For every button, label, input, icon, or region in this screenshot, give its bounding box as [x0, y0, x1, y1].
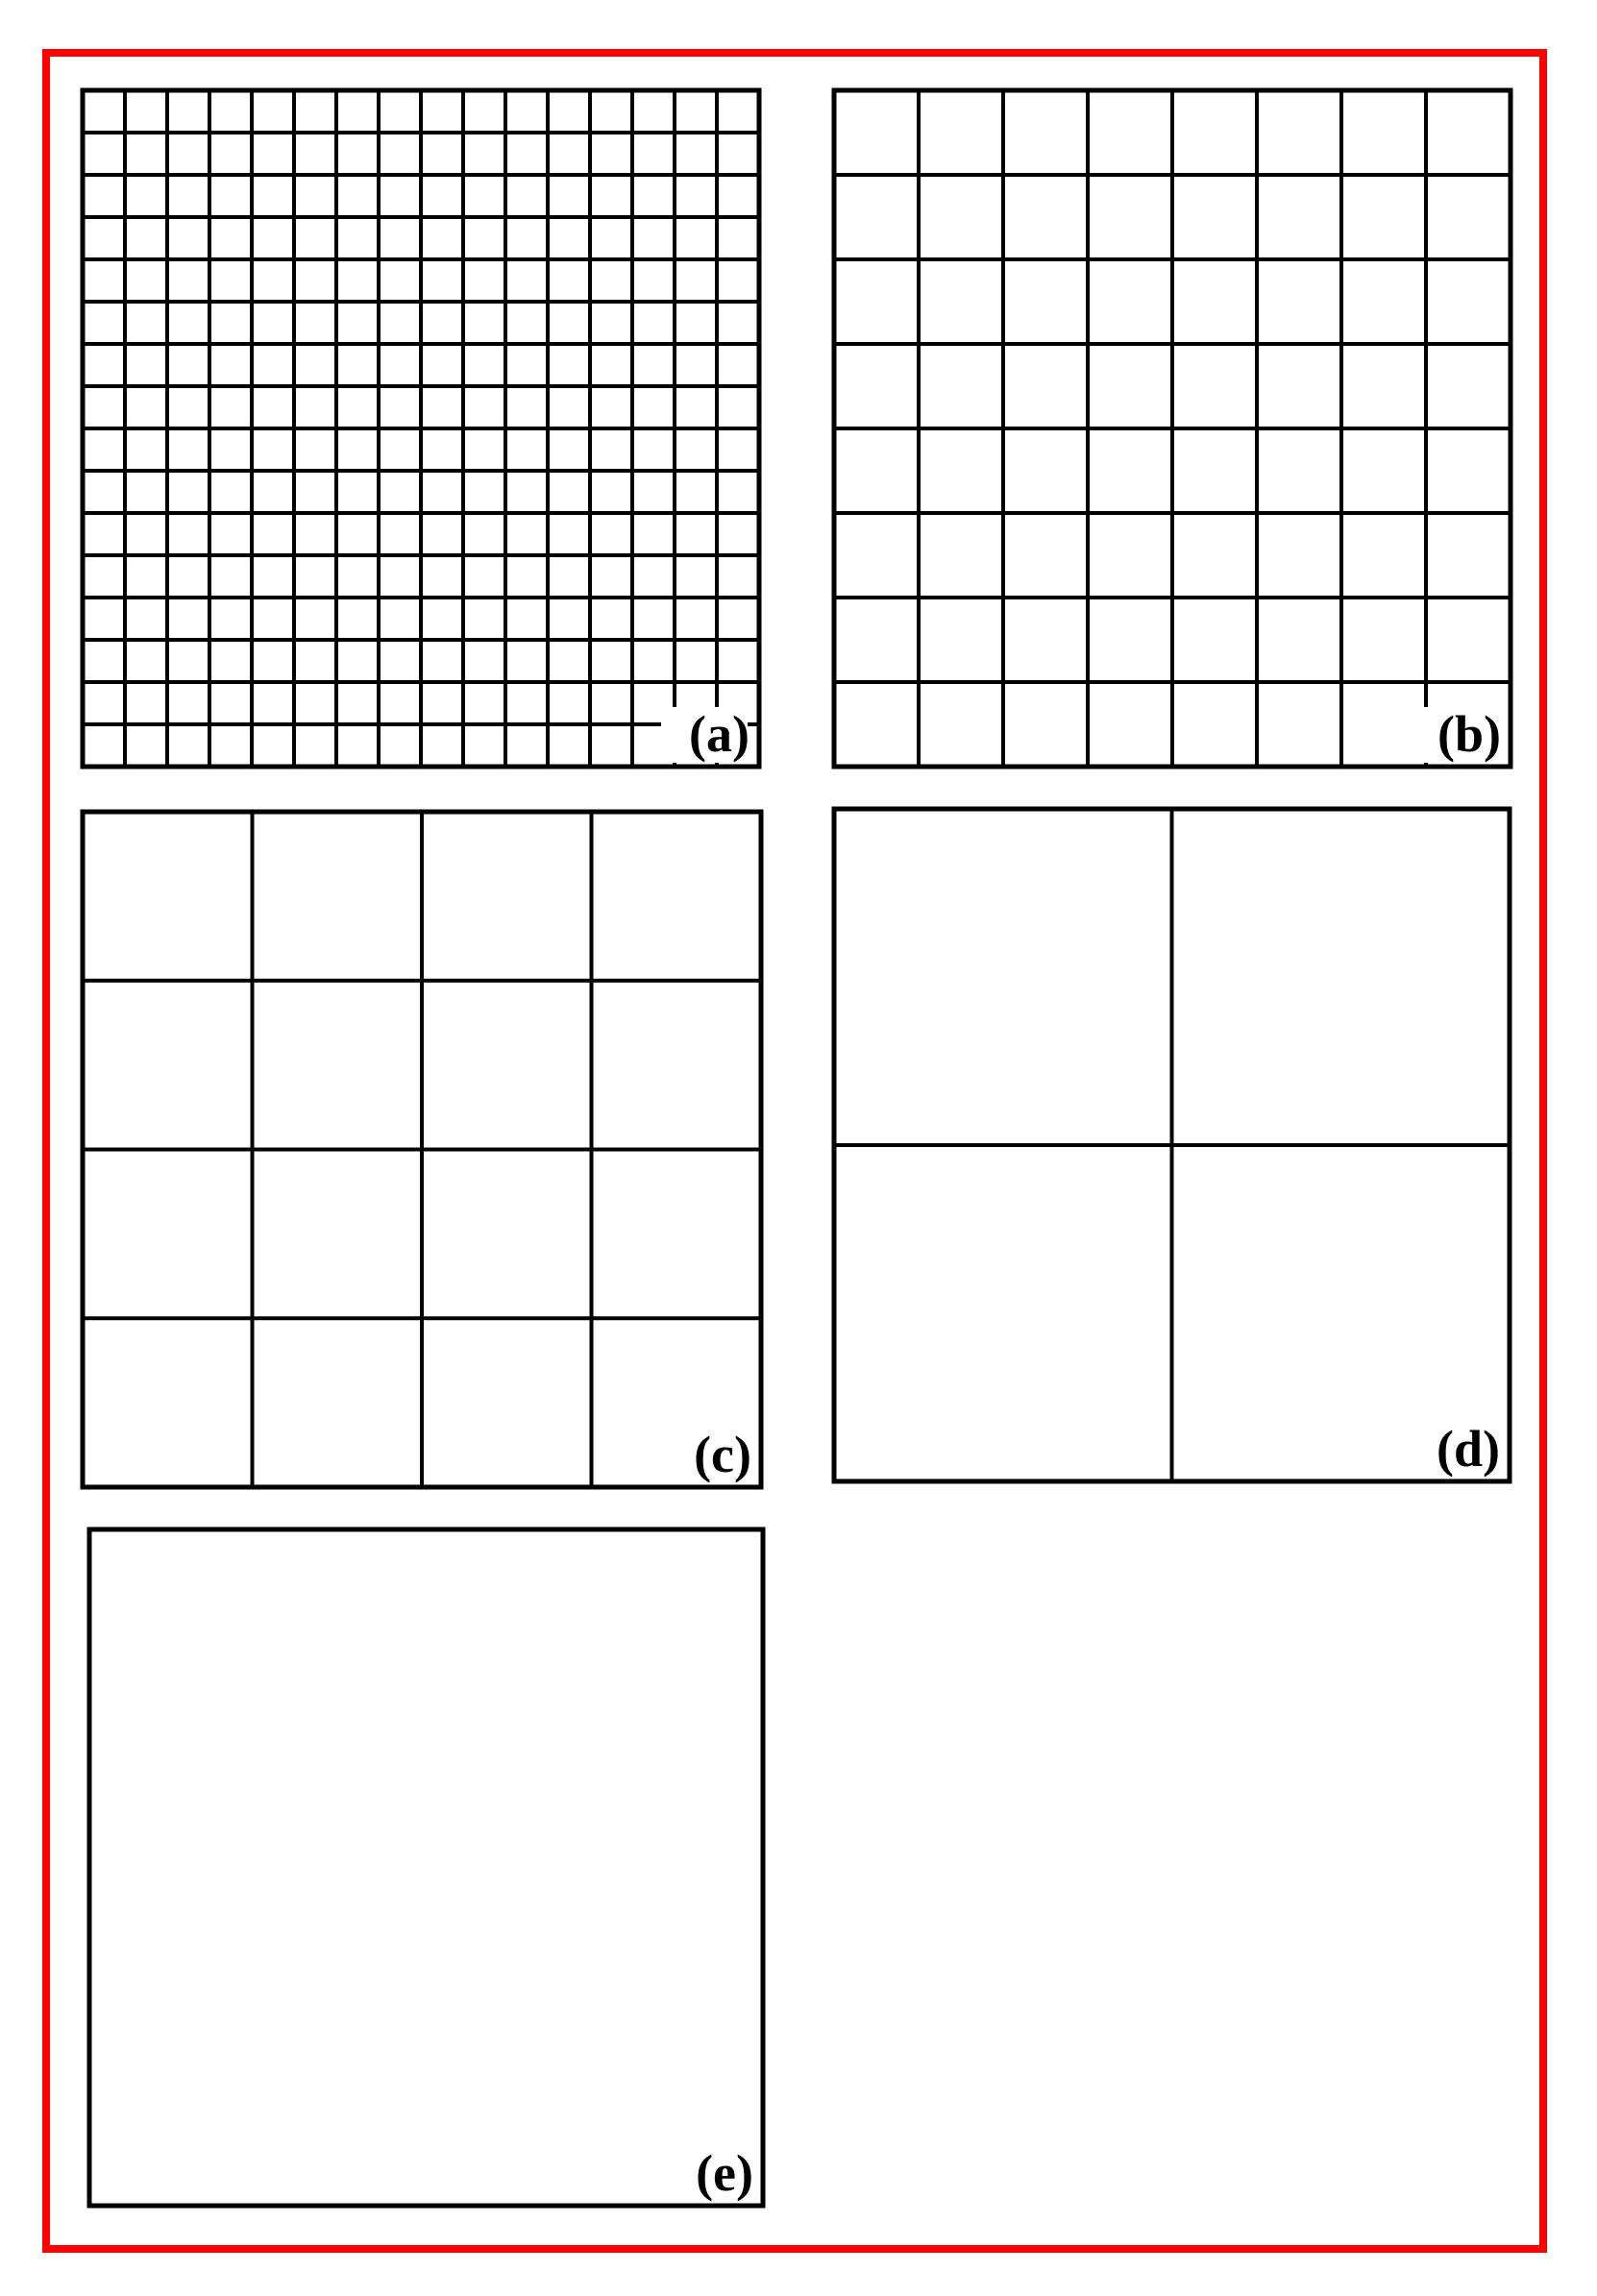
- panel-d-label: (d): [1437, 1420, 1500, 1478]
- panel-e: [89, 1529, 763, 2206]
- panel-d: [834, 809, 1510, 1481]
- panel-b: [834, 90, 1511, 767]
- panel-c-label: (c): [694, 1426, 751, 1483]
- panel-e-border: [89, 1529, 763, 2206]
- panel-e-label: (e): [696, 2144, 753, 2202]
- panel-c: [83, 812, 761, 1487]
- panel-b-label: (b): [1437, 705, 1501, 763]
- panel-a: [83, 90, 759, 767]
- panel-a-label: (a): [689, 705, 749, 763]
